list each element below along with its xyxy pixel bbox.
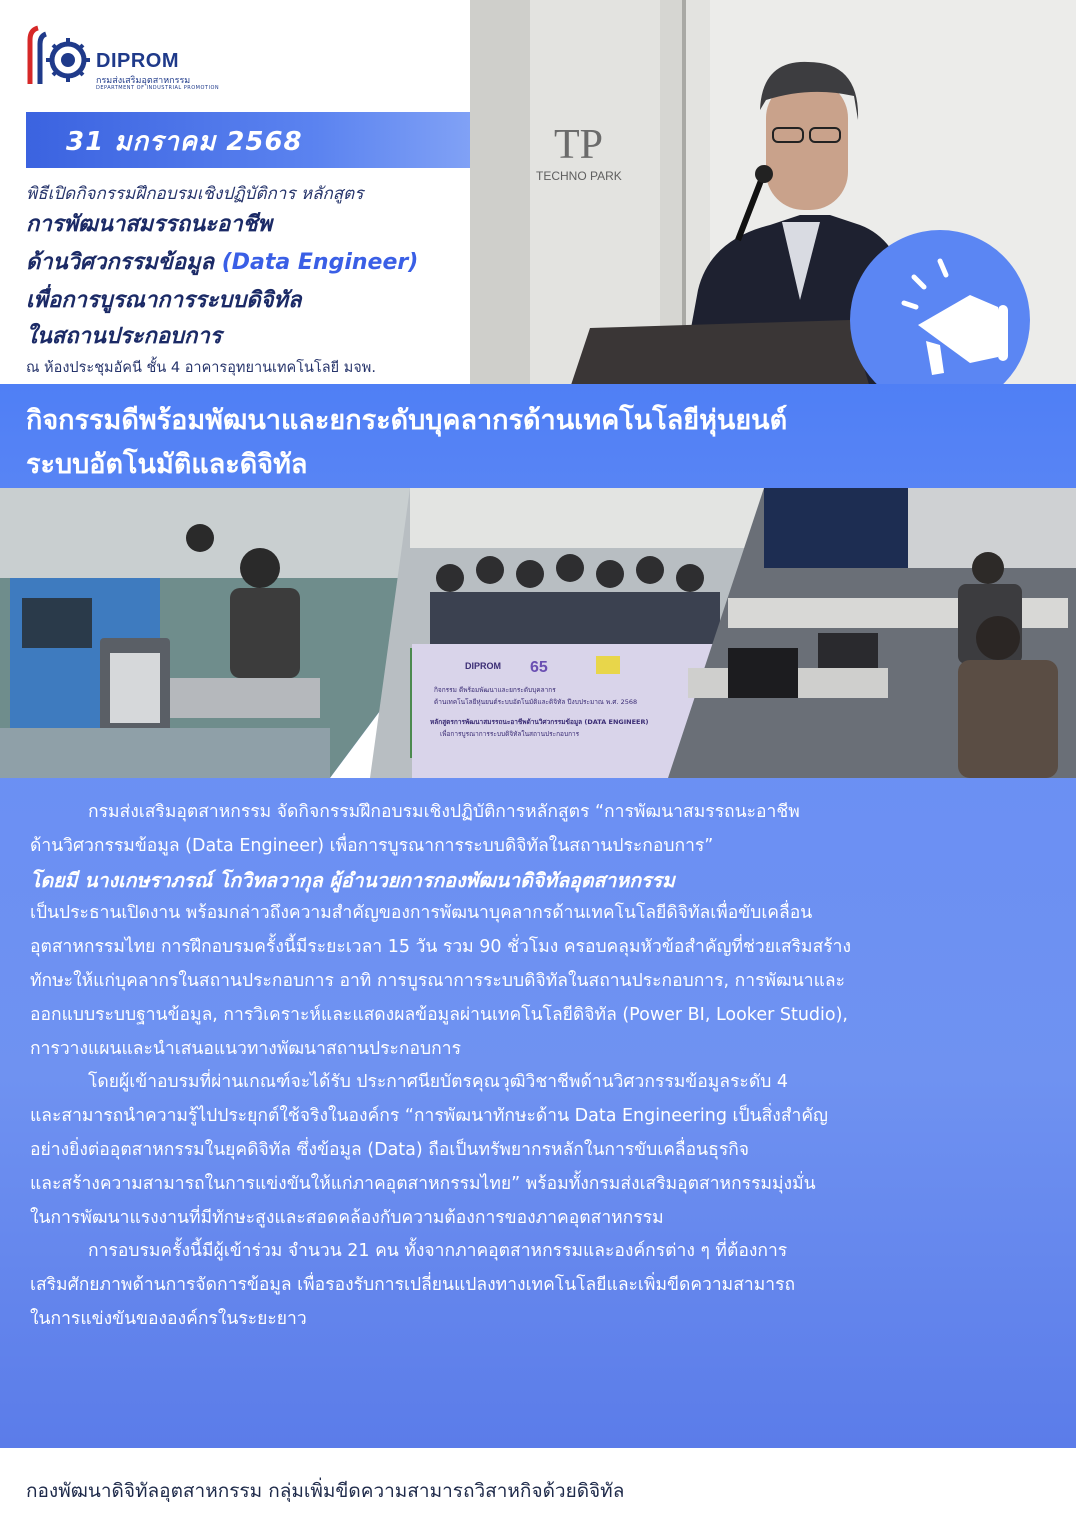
- article-body: [30, 796, 1050, 1337]
- headline-line-3: เพื่อการบูรณาการระบบดิจิทัล: [26, 288, 302, 313]
- panel-title-line-1: กิจกรรมดีพร้อมพัฒนาและยกระดับบุคลากรด้านเทคโนโลยีหุ่นยนต์: [26, 405, 788, 436]
- banner-line-3: หลักสูตรการพัฒนาสมรรถนะอาชีพด้านวิศวกรรมข้อมูล (DATA ENGINEER): [430, 718, 649, 726]
- paragraph-3-line-2: เสริมศักยภาพด้านการจัดการข้อมูล เพื่อรองรับการเปลี่ยนแปลงทางเทคโนโลยีและเพิ่มขีดความสามารถ: [30, 1275, 796, 1296]
- banner-line-1: กิจกรรม ดีพร้อมพัฒนาและยกระดับบุคลากร: [434, 686, 556, 694]
- paragraph-1-line-2: ด้านวิศวกรรมข้อมูล (Data Engineer) เพื่อการบูรณาการระบบดิจิทัลในสถานประกอบการ”: [30, 835, 714, 856]
- diprom-logo: [24, 22, 224, 90]
- paragraph-2-line-1: โดยผู้เข้าอบรมที่ผ่านเกณฑ์จะได้รับ ประกาศนียบัตรคุณวุฒิวิชาชีพด้านวิศวกรรมข้อมูลระดับ 4: [88, 1072, 788, 1093]
- logo-thai-name: กรมส่งเสริมอุตสาหกรรม: [96, 76, 191, 86]
- paragraph-3-line-3: ในการแข่งขันขององค์กรในระยะยาว: [30, 1308, 307, 1329]
- panel-title-line-2: ระบบอัตโนมัติและดิจิทัล: [26, 449, 308, 480]
- speaker-photo: [470, 0, 1076, 388]
- event-subtitle: พิธีเปิดกิจกรรมฝึกอบรมเชิงปฏิบัติการ หลักสูตร: [26, 184, 364, 204]
- headline-line-2: [26, 244, 418, 279]
- footer-credit: กองพัฒนาดิจิทัลอุตสาหกรรม กลุ่มเพิ่มขีดความสามารถวิสาหกิจด้วยดิจิทัล: [26, 1480, 625, 1502]
- diprom-emblem-icon: [24, 22, 94, 90]
- paragraph-1-line-8: การวางแผนและนำเสนอแนวทางพัฒนาสถานประกอบการ: [30, 1038, 461, 1059]
- megaphone-icon: [860, 245, 1040, 385]
- photo-classroom: [668, 488, 1076, 778]
- paragraph-3-line-1: การอบรมครั้งนี้มีผู้เข้าร่วม จำนวน 21 คน ทั้งจากภาคอุตสาหกรรมและองค์กรต่าง ๆ ที่ต้องการ: [88, 1241, 788, 1262]
- paragraph-1-line-7: ออกแบบระบบฐานข้อมูล, การวิเคราะห์และแสดงผลข้อมูลผ่านเทคโนโลยีดิจิทัล (Power BI, Looker Studio),: [30, 1004, 848, 1025]
- headline-data-engineer: (Data Engineer): [221, 250, 419, 275]
- banner-line-4: เพื่อการบูรณาการระบบดิจิทัลในสถานประกอบการ: [440, 730, 580, 738]
- paragraph-1-line-3: โดยมี นางเกษราภรณ์ โกวิทลวากุล ผู้อำนวยการกองพัฒนาดิจิทัลอุตสาหกรรม: [30, 868, 675, 892]
- paragraph-2-line-5: ในการพัฒนาแรงงานที่มีทักษะสูงและสอดคล้องกับความต้องการของภาคอุตสาหกรรม: [30, 1207, 664, 1228]
- sign-text: TECHNO PARK: [536, 169, 622, 183]
- paragraph-1-line-4: เป็นประธานเปิดงาน พร้อมกล่าวถึงความสำคัญของการพัฒนาบุคลากรด้านเทคโนโลยีดิจิทัลเพื่อขับเคลื่อน: [30, 903, 813, 924]
- paragraph-1-line-5: อุตสาหกรรมไทย การฝึกอบรมครั้งนี้มีระยะเวลา 15 วัน รวม 90 ชั่วโมง ครอบคลุมหัวข้อสำคัญที่ช่วยเสริมสร้าง: [30, 937, 852, 958]
- headline-line-4: ในสถานประกอบการ: [26, 324, 222, 349]
- photo-training-lab: [0, 488, 412, 778]
- sign-logo: TP: [554, 122, 604, 168]
- headline-line-1: การพัฒนาสมรรถนะอาชีพ: [26, 212, 272, 237]
- paragraph-2-line-3: อย่างยิ่งต่ออุตสาหกรรมในยุคดิจิทัล ซึ่งข้อมูล (Data) ถือเป็นทรัพยากรหลักในการขับเคลื่อนธุรกิจ: [30, 1139, 750, 1160]
- logo-name: DIPROM: [96, 50, 179, 72]
- event-venue: ณ ห้องประชุมอัคนี ชั้น 4 อาคารอุทยานเทคโนโลยี มจพ.: [26, 360, 376, 376]
- paragraph-2-line-2: และสามารถนำความรู้ไปประยุกต์ใช้จริงในองค์กร “การพัฒนาทักษะด้าน Data Engineering เป็นสิ่งสำคัญ: [30, 1106, 828, 1127]
- paragraph-2-line-4: และสร้างความสามารถในการแข่งขันให้แก่ภาคอุตสาหกรรมไทย” พร้อมทั้งกรมส่งเสริมอุตสาหกรรมมุ่งมั่น: [30, 1173, 816, 1194]
- banner-anniversary: 65: [530, 659, 548, 676]
- event-date: 31 มกราคม 2568: [66, 127, 303, 157]
- headline-line-2-text: ด้านวิศวกรรมข้อมูล: [26, 250, 222, 275]
- paragraph-1-line-6: ทักษะให้แก่บุคลากรในสถานประกอบการ อาทิ การบูรณาการระบบดิจิทัลในสถานประกอบการ, การพัฒนาและ: [30, 970, 846, 991]
- banner-logo: DIPROM: [465, 661, 501, 671]
- paragraph-1-line-1: กรมส่งเสริมอุตสาหกรรม จัดกิจกรรมฝึกอบรมเชิงปฏิบัติการหลักสูตร “การพัฒนาสมรรถนะอาชีพ: [88, 802, 800, 822]
- banner-line-2: ด้านเทคโนโลยีหุ่นยนต์ระบบอัตโนมัติและดิจิทัล ปีงบประมาณ พ.ศ. 2568: [434, 698, 638, 706]
- logo-english-name: DEPARTMENT OF INDUSTRIAL PROMOTION: [96, 85, 220, 91]
- date-banner: [26, 112, 510, 168]
- banner-partner-logo: [596, 656, 620, 674]
